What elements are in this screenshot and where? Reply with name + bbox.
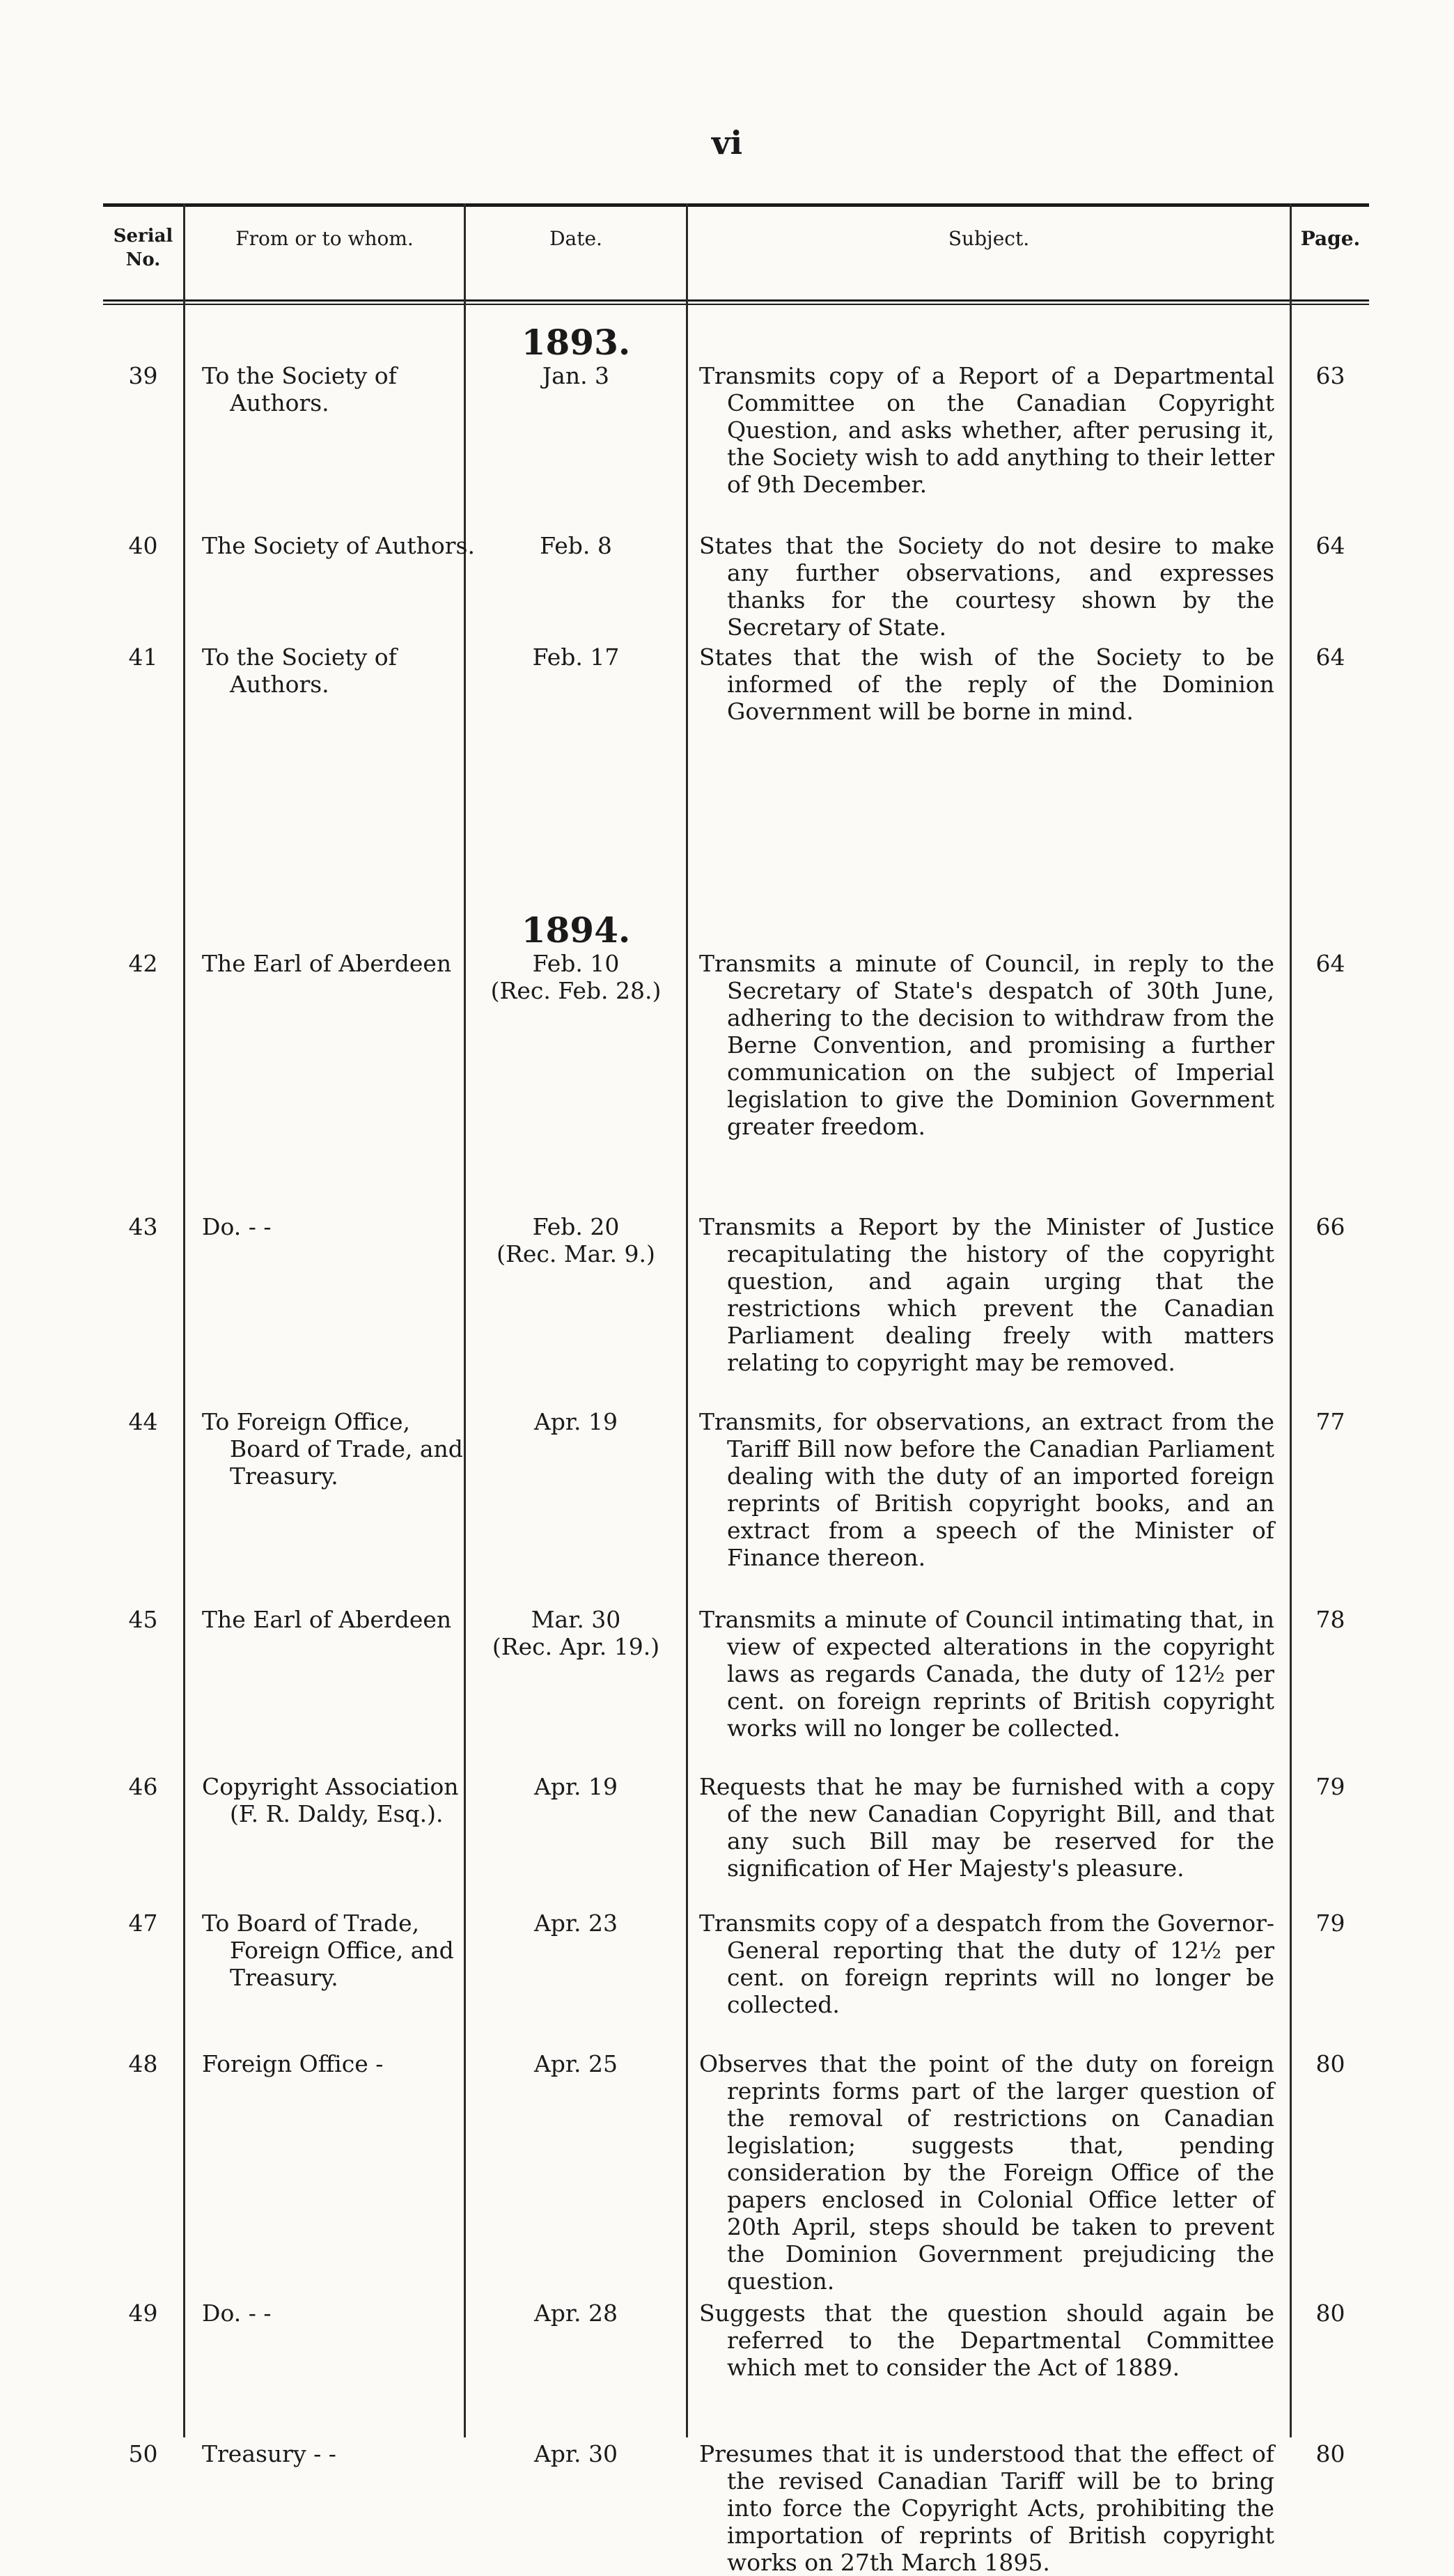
from-or-to: To the Society of Authors. bbox=[202, 362, 397, 416]
from-or-to: The Earl of Aberdeen bbox=[202, 950, 452, 977]
from-or-to: To Board of Trade, Foreign Office, and Treasury. bbox=[202, 1910, 454, 1991]
header-subject: Subject. bbox=[948, 227, 1030, 250]
page-reference: 79 bbox=[1315, 1773, 1345, 1800]
serial-number: 44 bbox=[128, 1408, 158, 1435]
date: Mar. 30 bbox=[531, 1606, 621, 1633]
from-or-to: Foreign Office - bbox=[202, 2050, 384, 2077]
date: Feb. 8 bbox=[540, 532, 612, 559]
page-reference: 80 bbox=[1315, 2050, 1345, 2077]
page-reference: 80 bbox=[1315, 2440, 1345, 2467]
from-or-to: To Foreign Office, Board of Trade, and Treasury. bbox=[202, 1408, 463, 1490]
date: Apr. 19 bbox=[533, 1773, 618, 1800]
serial-number: 48 bbox=[128, 2050, 158, 2077]
subject: Requests that he may be furnished with a copy of the new Canadian Copyright Bill, and that any such Bill may be reserved for the signification of Her Majesty's pleasure. bbox=[699, 1773, 1274, 1882]
date: Apr. 28 bbox=[533, 2300, 618, 2327]
serial-number: 42 bbox=[128, 950, 158, 977]
header-bottom-rule bbox=[103, 299, 1369, 302]
date: Feb. 10 bbox=[532, 950, 620, 977]
correspondence-table bbox=[103, 203, 1369, 2576]
header-page: Page. bbox=[1300, 227, 1361, 250]
date: Apr. 19 bbox=[533, 1408, 618, 1435]
serial-number: 49 bbox=[128, 2300, 158, 2327]
received-date: (Rec. Apr. 19.) bbox=[492, 1633, 660, 1660]
date: Apr. 25 bbox=[533, 2050, 618, 2077]
subject: States that the wish of the Society to be informed of the reply of the Dominion Government will be borne in mind. bbox=[699, 643, 1274, 725]
page-reference: 64 bbox=[1315, 532, 1345, 559]
from-or-to: To the Society of Authors. bbox=[202, 643, 397, 698]
date: Feb. 20 bbox=[532, 1213, 620, 1240]
subject: Observes that the point of the duty on foreign reprints forms part of the larger question of the removal of restrictions on Canadian legislation; suggests that, pending consideration by the Foreign Office of the papers enclosed in Colonial Office letter of 20th April, steps should be taken to prevent the Dominion Government prejudicing the question. bbox=[699, 2050, 1274, 2295]
page-reference: 79 bbox=[1315, 1910, 1345, 1937]
page-reference: 77 bbox=[1315, 1408, 1345, 1435]
date: Feb. 17 bbox=[532, 643, 620, 671]
column-divider bbox=[686, 203, 688, 2437]
subject: States that the Society do not desire to make any further observations, and expresses thanks for the courtesy shown by the Secretary of State. bbox=[699, 532, 1274, 641]
date: Apr. 30 bbox=[533, 2440, 618, 2467]
serial-number: 45 bbox=[128, 1606, 158, 1633]
header-bottom-rule-double bbox=[103, 304, 1369, 305]
serial-number: 39 bbox=[128, 362, 158, 389]
serial-number: 40 bbox=[128, 532, 158, 559]
header-from: From or to whom. bbox=[235, 227, 414, 250]
subject: Presumes that it is understood that the effect of the revised Canadian Tariff will be to bring into force the Copyright Acts, prohibiting the importation of reprints of British copyright works on 27th March 1895. bbox=[699, 2440, 1274, 2576]
header-date: Date. bbox=[549, 227, 602, 250]
subject: Suggests that the question should again be referred to the Departmental Committee which met to consider the Act of 1889. bbox=[699, 2300, 1274, 2381]
year-heading: 1893. bbox=[521, 322, 631, 363]
subject: Transmits a Report by the Minister of Justice recapitulating the history of the copyright question, and again urging that the restrictions which prevent the Canadian Parliament dealing freely with matters relating to copyright may be removed. bbox=[699, 1213, 1274, 1376]
subject: Transmits copy of a Report of a Departmental Committee on the Canadian Copyright Question, and asks whether, after perusing it, the Society wish to add anything to their letter of 9th December. bbox=[699, 362, 1274, 498]
from-or-to: Do. - - bbox=[202, 2300, 272, 2327]
subject: Transmits a minute of Council, in reply to the Secretary of State's despatch of 30th June, adhering to the decision to withdraw from the Berne Convention, and promising a further communication on the subject of Imperial legislation to give the Dominion Government greater freedom. bbox=[699, 950, 1274, 1140]
from-or-to: The Society of Authors. bbox=[202, 532, 475, 559]
page-reference: 63 bbox=[1315, 362, 1345, 389]
table-top-rule bbox=[103, 203, 1369, 207]
subject: Transmits, for observations, an extract from the Tariff Bill now before the Canadian Parliament dealing with the duty of an imported foreign reprints of British copyright books, and an extract from a speech of the Minister of Finance thereon. bbox=[699, 1408, 1274, 1571]
header-serial: Serial No. bbox=[113, 226, 173, 270]
serial-number: 41 bbox=[128, 643, 158, 671]
subject: Transmits a minute of Council intimating that, in view of expected alterations in the copyright laws as regards Canada, the duty of 12½ per cent. on foreign reprints of British copyright works will no longer be collected. bbox=[699, 1606, 1274, 1742]
page-reference: 64 bbox=[1315, 950, 1345, 977]
page-reference: 78 bbox=[1315, 1606, 1345, 1633]
from-or-to: Do. - - bbox=[202, 1213, 272, 1240]
date: Apr. 23 bbox=[533, 1910, 618, 1937]
column-divider bbox=[183, 203, 185, 2437]
page-reference: 80 bbox=[1315, 2300, 1345, 2327]
subject: Transmits copy of a despatch from the Governor-General reporting that the duty of 12½ per cent. on foreign reprints will no longer be collected. bbox=[699, 1910, 1274, 2018]
serial-number: 46 bbox=[128, 1773, 158, 1800]
from-or-to: Treasury - - bbox=[202, 2440, 336, 2467]
page-reference: 66 bbox=[1315, 1213, 1345, 1240]
serial-number: 43 bbox=[128, 1213, 158, 1240]
year-heading: 1894. bbox=[521, 910, 631, 951]
serial-number: 47 bbox=[128, 1910, 158, 1937]
date: Jan. 3 bbox=[542, 362, 610, 389]
from-or-to: The Earl of Aberdeen bbox=[202, 1606, 452, 1633]
page-reference: 64 bbox=[1315, 643, 1345, 671]
received-date: (Rec. Feb. 28.) bbox=[490, 977, 662, 1004]
page-number: vi bbox=[711, 124, 743, 162]
serial-number: 50 bbox=[128, 2440, 158, 2467]
from-or-to: Copyright Association (F. R. Daldy, Esq.). bbox=[202, 1773, 459, 1827]
received-date: (Rec. Mar. 9.) bbox=[497, 1240, 655, 1267]
